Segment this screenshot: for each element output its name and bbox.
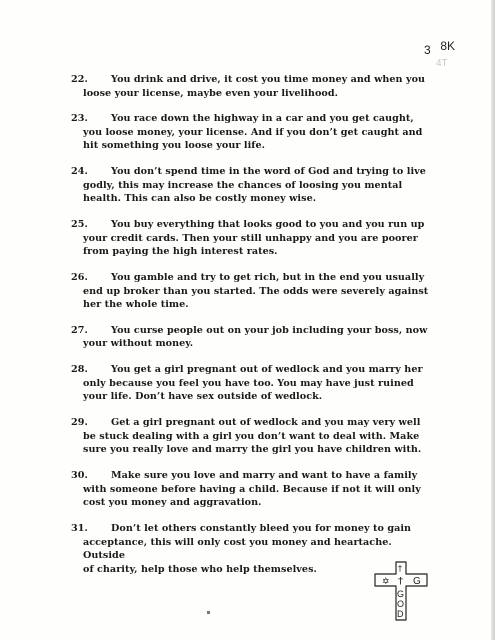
list-item bbox=[71, 218, 431, 259]
item-line: cost you money and aggravation. bbox=[83, 497, 262, 509]
item-line: You get a girl pregnant out of wedlock and you marry her bbox=[111, 364, 423, 376]
cross-top-mark: † bbox=[398, 564, 402, 573]
cross-letter-g: G bbox=[413, 576, 421, 587]
item-line: your without money. bbox=[83, 338, 194, 350]
item-line: hit something you loose your life. bbox=[83, 140, 265, 152]
item-line: Get a girl pregnant out of wedlock and you may very well bbox=[111, 417, 421, 429]
cross-letter: O bbox=[397, 599, 405, 609]
item-line: health. This can also be costly money wise. bbox=[83, 193, 317, 205]
page-faint-mark: 4T bbox=[436, 58, 448, 69]
item-line: You curse people out on your job including your boss, now bbox=[111, 324, 428, 336]
small-cross-icon: † bbox=[398, 576, 403, 587]
item-number: 25. bbox=[71, 219, 88, 231]
item-number: 28. bbox=[71, 364, 88, 376]
item-line: you loose money, your license. And if you don’t get caught and bbox=[83, 126, 423, 138]
item-line: with someone before having a child. Because if not it will only bbox=[83, 483, 421, 495]
item-line: You drink and drive, it cost you time money and when you bbox=[111, 74, 426, 85]
item-number: 31. bbox=[71, 523, 88, 535]
item-line: loose your license, maybe even your livelihood. bbox=[83, 87, 338, 99]
item-line: be stuck dealing with a girl you don’t want to deal with. Make bbox=[83, 430, 420, 442]
item-line: godly, this may increase the chances of loosing you mental bbox=[83, 179, 403, 191]
item-line: of charity, help those who help themselves. bbox=[83, 563, 317, 575]
item-number: 29. bbox=[71, 417, 88, 429]
cross-letter: G bbox=[397, 589, 405, 599]
item-line: from paying the high interest rates. bbox=[83, 246, 278, 258]
list-item bbox=[71, 112, 431, 153]
item-line: You buy everything that looks good to you and you run up bbox=[111, 219, 425, 231]
item-line: Don’t let others constantly bleed you for money to gain bbox=[111, 523, 412, 535]
item-line: only because you feel you have too. You may have just ruined bbox=[83, 377, 414, 389]
list-item bbox=[71, 73, 431, 100]
item-number: 24. bbox=[71, 166, 88, 178]
item-line: your life. Don’t have sex outside of wedlock. bbox=[83, 391, 323, 403]
item-line: end up broker than you started. The odds were severely against bbox=[83, 285, 429, 297]
item-line: acceptance, this will only cost you money and heartache. Outside bbox=[83, 536, 392, 562]
list-item bbox=[71, 324, 431, 351]
page-number: 3 bbox=[424, 43, 431, 57]
item-line: You gamble and try to get rich, but in the end you usually bbox=[111, 272, 425, 284]
list-item bbox=[71, 416, 431, 457]
item-number: 27. bbox=[71, 324, 88, 336]
item-number: 23. bbox=[71, 113, 88, 125]
star-of-david-icon: ✡ bbox=[382, 577, 390, 587]
cross-letter: D bbox=[397, 609, 404, 619]
item-number: 22. bbox=[71, 74, 88, 85]
list-item bbox=[71, 469, 431, 510]
page-edge bbox=[491, 0, 495, 640]
item-line: sure you really love and marry the girl you have children with. bbox=[83, 444, 422, 456]
item-number: 26. bbox=[71, 272, 88, 284]
item-line: You don’t spend time in the word of God and trying to live bbox=[111, 166, 426, 178]
hand-drawn-cross-icon bbox=[372, 560, 432, 622]
page-code: 8K bbox=[440, 39, 455, 53]
list-item bbox=[71, 271, 431, 312]
list-item bbox=[71, 363, 431, 404]
list-item bbox=[71, 165, 431, 206]
scan-speck bbox=[207, 611, 210, 614]
item-line: your credit cards. Then your still unhappy and you are poorer bbox=[83, 232, 418, 244]
item-line: Make sure you love and marry and want to have a family bbox=[111, 470, 418, 482]
item-line: You race down the highway in a car and you get caught, bbox=[111, 113, 414, 125]
numbered-list bbox=[71, 73, 431, 588]
item-number: 30. bbox=[71, 470, 88, 482]
item-line: her the whole time. bbox=[83, 299, 189, 311]
page-mark bbox=[424, 39, 455, 57]
